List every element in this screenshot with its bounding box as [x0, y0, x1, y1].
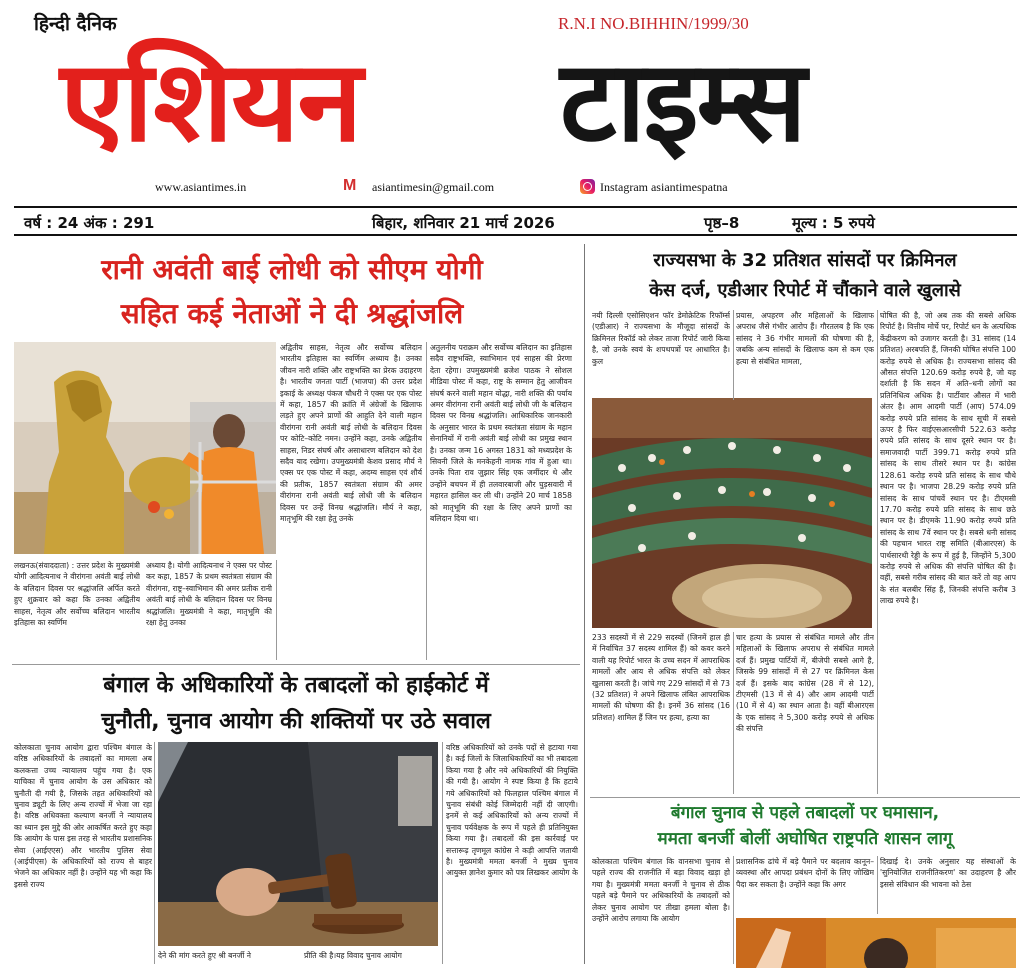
masthead-title-black: टाइम्स — [560, 37, 805, 167]
dateline-bar — [14, 206, 1017, 236]
story2-col2: देने की मांग करते हुए श्री बनर्जी ने — [158, 951, 251, 960]
website-link[interactable]: www.asiantimes.in — [155, 180, 247, 194]
story4-col2: प्रशासनिक ढांचे में बड़े पैमाने पर बदलाव कानून–व्यवस्था और आपदा प्रबंधन दोनों के लिए जोखिम पैदा कर सकता है। उन्होंने कहा कि अगर — [736, 857, 874, 889]
story2-headline-line2: चुनौती, चुनाव आयोग की शक्तियों पर उठे सवाल — [101, 709, 491, 734]
story2-col3: वरिष्ठ अधिकारियों को उनके पदों से हटाया गया है। कई जिलों के जिलाधिकारियों का भी तबादला किया गया है और नये अधिकारियों की नियुक्ति की गयी है। आयोग ने स्पष्ट किया है कि हटाये गये अधिकारियों को फिलहाल पश्चिम बंगाल में चुनाव संबंधी कोई जिम्मेदारी नहीं दी जाएगी। इनमें से कई अधिकारियों को अन्य राज्यों में चुनाव पर्यवेक्षक के रूप में पहले ही प्रतिनियुक्त किया गया है। तबादलों की इस कार्रवाई पर सत्तारूढ़ तृणमूल कांग्रेस ने कड़ी आपत्ति जतायी है। मुख्यमंत्री ममता बनर्जी ने मुख्य चुनाव आयुक्त ज्ञानेश कुमार को पत्र लिखकर आयोग के — [446, 743, 578, 878]
story1-headline-line2: सहित कई नेताओं ने दी श्रद्धांजलि — [120, 297, 464, 330]
volume-issue: वर्ष : 24 अंक : 291 — [24, 214, 155, 232]
story4-headline-line2: ममता बनर्जी बोलीं अघोषित राष्ट्रपति शासन लागू — [657, 829, 953, 849]
contact-bar — [0, 176, 1024, 200]
gavel-photo-image — [158, 742, 438, 946]
story3-headline-line2: केस दर्ज, एडीआर रिपोर्ट में चौंकाने वाले खुलासे — [649, 280, 961, 301]
email-link[interactable]: asiantimesin@gmail.com — [372, 180, 495, 194]
mamata-photo-image — [736, 918, 1016, 968]
instagram-icon — [580, 179, 595, 194]
date-line: बिहार, शनिवार 21 मार्च 2026 — [372, 214, 555, 232]
story3-col3: घोषित की है, जो अब तक की सबसे अधिक रिपोर्ट है। वित्तीय मोर्चे पर, रिपोर्ट धन के अत्यधिक केंद्रीकरण को उजागर करती है। 31 सांसद (14 प्रतिशत) अरबपति हैं, जिनकी घोषित संपत्ति 100 करोड़ रुपये से अधिक है। राज्यसभा सांसद की औसत संपत्ति 120.69 करोड़ रुपये है, जो यह दर्शाती है कि सदन में अति–धनी लोगों का प्रतिनिधित्व अधिक है। पार्टीवार औसत में भारी अंतर है। आम आदमी पार्टी (आप) 574.09 करोड़ रुपये प्रति सांसद के साथ सूची में सबसे ऊपर है फिर वाईएसआरसीपी 522.63 करोड़ रुपये प्रति सांसद के साथ दूसरे स्थान पर है। समाजवादी पार्टी 399.71 करोड़ रुपये प्रति सांसद के साथ तीसरे स्थान पर है। कांग्रेस 128.61 करोड़ रुपये प्रति सांसद के साथ चौथे स्थान पर है। भाजपा 28.29 करोड़ रुपये प्रति सांसद के साथ पांचवें स्थान पर है। टीएमसी 17.70 करोड़ रुपये प्रति सांसद के साथ छठे स्थान पर है। डीएमके 11.90 करोड़ रुपये प्रति सांसद के साथ 7वें स्थान पर है। सबसे धनी सांसद की पहचान भारत राष्ट्र समिति (बीआरएस) के पार्थसारथी रेड्डी के रूप में हुई है, जिन्होंने 5,300 करोड़ रुपये से अधिक की संपत्ति घोषित की है। वहीं, सबसे गरीब सांसद की बात करें तो वह आप के संत बलबीर सिंह हैं, जिनकी संपत्ति करीब 3 लाख रुपये है। — [880, 311, 1016, 606]
story4-headline-line1: बंगाल चुनाव से पहले तबादलों पर घमासान, — [670, 803, 940, 823]
story3-headline[interactable] — [590, 246, 1020, 306]
story4-photo[interactable] — [736, 918, 1016, 968]
tribute-photo-image — [14, 342, 276, 554]
story1-photo[interactable] — [14, 342, 276, 554]
masthead-title-red: एशियन — [60, 37, 361, 167]
story2-col1: कोलकाता चुनाव आयोग द्वारा पश्चिम बंगाल के वरिष्ठ अधिकारियों के तबादलों का मामला अब कलकत्ता उच्च न्यायालय पहुंच गया है। एक याचिका में चुनाव आयोग के उस अधिकार को चुनौती दी गयी है, जिसके तहत अधिकारियों को चुनाव ड्यूटी के लिए अन्य राज्यों में भेजा जा रहा है। वरिष्ठ अधिवक्ता कल्याण बनर्जी ने न्यायालय का ध्यान इस मुद्दे की ओर आकर्षित करते हुए कहा कि आयोग के पास इस तरह से भारतीय प्रशासनिक सेवा (आईएएस) और भारतीय पुलिस सेवा (आईपीएस) के अधिकारियों को राज्य से बाहर भेजने का अधिकार नहीं है। उन्होंने यह भी कहा कि इससे राज्य — [14, 743, 152, 889]
rni-number: R.N.I NO.BIHHIN/1999/30 — [558, 14, 749, 33]
story1-headline-line1: रानी अवंती बाई लोधी को सीएम योगी — [101, 253, 483, 286]
story4-col3: दिखाई दे। उनके अनुसार यह संस्थाओं के 'सुनियोजित राजनीतिकरण' का उदाहरण है और इससे संविधान की भावना को ठेस — [880, 857, 1016, 889]
rajya-sabha-photo-image — [592, 398, 872, 628]
email-icon: M — [343, 177, 357, 194]
masthead-tagline: हिन्दी दैनिक — [34, 13, 117, 35]
story2-headline-line1: बंगाल के अधिकारियों के तबादलों को हाईकोर्ट में — [103, 673, 489, 698]
story3-col1: नयी दिल्ली एसोसिएशन फॉर डेमोक्रेटिक रिफॉर्म्स (एडीआर) ने राज्यसभा के मौजूदा सांसदों के क्रिमिनल रिकॉर्ड को लेकर ताजा रिपोर्ट जारी किया है, जो उनके स्वयं के शपथपत्रों पर आधारित है। कुल — [592, 311, 730, 366]
story2-headline[interactable] — [12, 668, 580, 740]
story1-col2: अध्याय है। योगी आदित्यनाथ ने एक्स पर पोस्ट कर कहा, 1857 के प्रथम स्वतंत्रता संग्राम की वीरांगना, राष्ट्र–स्वाभिमान की अमर प्रतीक रानी अवंती बाई लोधी के बलिदान दिवस पर विनम्र श्रद्धांजलि। मुख्यमंत्री ने कहा, मातृभूमि की रक्षा हेतु उनका — [146, 561, 272, 628]
story3-col2: प्रयास, अपहरण और महिलाओं के खिलाफ अपराध जैसे गंभीर आरोप हैं। गौरतलब है कि एक सांसद ने 36 गंभीर मामलों की घोषणा की है, जबकि अन्य सांसदों के खिलाफ कम से कम एक हत्या से संबंधित मामला, — [736, 311, 874, 366]
masthead-title — [60, 32, 1020, 172]
story4-headline[interactable] — [590, 800, 1020, 852]
story3-col4: 233 सदस्यों में से 229 सदस्यों (जिनमें हाल ही में निर्वाचित 37 सदस्य शामिल हैं) को कवर करने वाली यह रिपोर्ट भारत के उच्च सदन में आपराधिक मामलों और आय से अधिक संपत्ति को लेकर खुलासा करती है। जांचे गए 229 सांसदों में से 73 (32 प्रतिशत) ने अपने खिलाफ लंबित आपराधिक मामलों की घोषणा की है। इनमें 36 सांसद (16 प्रतिशत) शामिल हैं जिन पर हत्या, हत्या का — [592, 633, 730, 722]
story3-photo[interactable] — [592, 398, 872, 628]
page-number: पृष्ठ–8 — [704, 214, 740, 232]
story1-col1: लखनऊ(संवाददाता) : उत्तर प्रदेश के मुख्यमंत्री योगी आदित्यनाथ ने वीरांगना अवंती बाई लोधी के बलिदान दिवस पर श्रद्धांजलि अर्पित करते हुए शुक्रवार को कहा कि उनका अद्वितीय साहस, नेतृत्व और सर्वोच्च बलिदान भारतीय इतिहास का स्वर्णिम — [14, 561, 140, 628]
story1-headline[interactable] — [12, 248, 572, 336]
price: मूल्य : 5 रुपये — [792, 214, 875, 232]
story3-headline-line1: राज्यसभा के 32 प्रतिशत सांसदों पर क्रिमिनल — [653, 250, 957, 271]
instagram-link[interactable]: Instagram asiantimespatna — [600, 180, 728, 194]
story1-col4: अतुलनीय पराक्रम और सर्वोच्च बलिदान का इतिहास सदैव राष्ट्रभक्ति, स्वाभिमान एवं साहस की प्रेरणा देता रहेगा। उपमुख्यमंत्री ब्रजेश पाठक ने सोशल मीडिया पोस्ट में कहा, राष्ट्र के सम्मान हेतु आजीवन संघर्ष करने वाली महान योद्धा, नारी शक्ति की पर्याय अमर वीरांगना रानी अवंती बाई लोधी जी के बलिदान दिवस पर विनम्र श्रद्धांजलि। आधिकारिक जानकारी के अनुसार भारत के प्रथम स्वतंत्रता संग्राम के महान सेनानियों में रानी अवंती बाई लोधी का प्रमुख स्थान है। उनका जन्म 16 अगस्त 1831 को मध्यप्रदेश के सिवनी जिले के मनकेहनी नामक गांव में हुआ था। उनके पिता राव जुझार सिंह एक जमींदार थे और उन्होंने बचपन में ही तलवारबाजी और घुड़सवारी में महारत हासिल कर ली थी। उन्होंने 20 मार्च 1858 को मातृभूमि की रक्षा के लिए अपने प्राणों का बलिदान दिया था। — [430, 343, 572, 524]
story1-col3: अद्वितीय साहस, नेतृत्व और सर्वोच्च बलिदान भारतीय इतिहास का स्वर्णिम अध्याय है। उनका जीवन नारी शक्ति और राष्ट्रभक्ति का प्रेरक उदाहरण है। भारतीय जनता पार्टी (भाजपा) की उत्तर प्रदेश इकाई के अध्यक्ष पंकज चौधरी ने एक्स पर एक पोस्ट में कहा, 1857 की क्रांति में अंग्रेजों के खिलाफ लड़ते हुए अपने प्राणों की आहुति देने वाली महान वीरांगना रानी अवंती बाई लोधी के बलिदान दिवस पर कोटि–कोटि नमन। उन्होंने कहा, उनके अद्वितीय साहस, निडर संघर्ष और असाधारण बलिदान को देश सदैव याद रखेगा। उपमुख्यमंत्री केशव प्रसाद मौर्य ने एक्स पर एक पोस्ट में कहा, अदम्य साहस एवं शौर्य की प्रतीक, 1857 स्वतंत्रता संग्राम की अमर वीरांगना रानी अवंती बाई लोधी जी के बलिदान दिवस पर उन्हें विनम्र श्रद्धांजलि। मौर्य ने कहा, मातृभूमि की रक्षा हेतु उनके — [280, 343, 422, 524]
story2-photo[interactable] — [158, 742, 438, 946]
story2-col3-tail: प्रीति की है।यह विवाद चुनाव आयोग — [304, 951, 402, 960]
story4-col1: कोलकाता पश्चिम बंगाल कि वानसभा चुनाव से पहले राज्य की राजनीति में बड़ा विवाद खड़ा हो गया है। मुख्यमंत्री ममता बनर्जी ने चुनाव से ठीक पहले बड़े पैमाने पर अधिकारियों के तबादलों को लेकर चुनाव आयोग पर तीखा हमला बोला है। उन्होंने आरोप लगाया कि आयोग — [592, 857, 730, 924]
story3-col5: चार हत्या के प्रयास से संबंधित मामले और तीन महिलाओं के खिलाफ अपराध से संबंधित मामले दर्ज हैं। प्रमुख पार्टियों में, बीजेपी सबसे आगे है, जिसके 99 सांसदों में से 27 पर क्रिमिनल केस दर्ज हैं। इसके बाद कांग्रेस (28 में से 12), टीएमसी (13 में से 4) और आम आदमी पार्टी (10 में से 4) का स्थान आता है। वहीं बीआरएस के एक सांसद ने 5,300 करोड़ रुपये से अधिक की संपत्ति — [736, 633, 874, 734]
